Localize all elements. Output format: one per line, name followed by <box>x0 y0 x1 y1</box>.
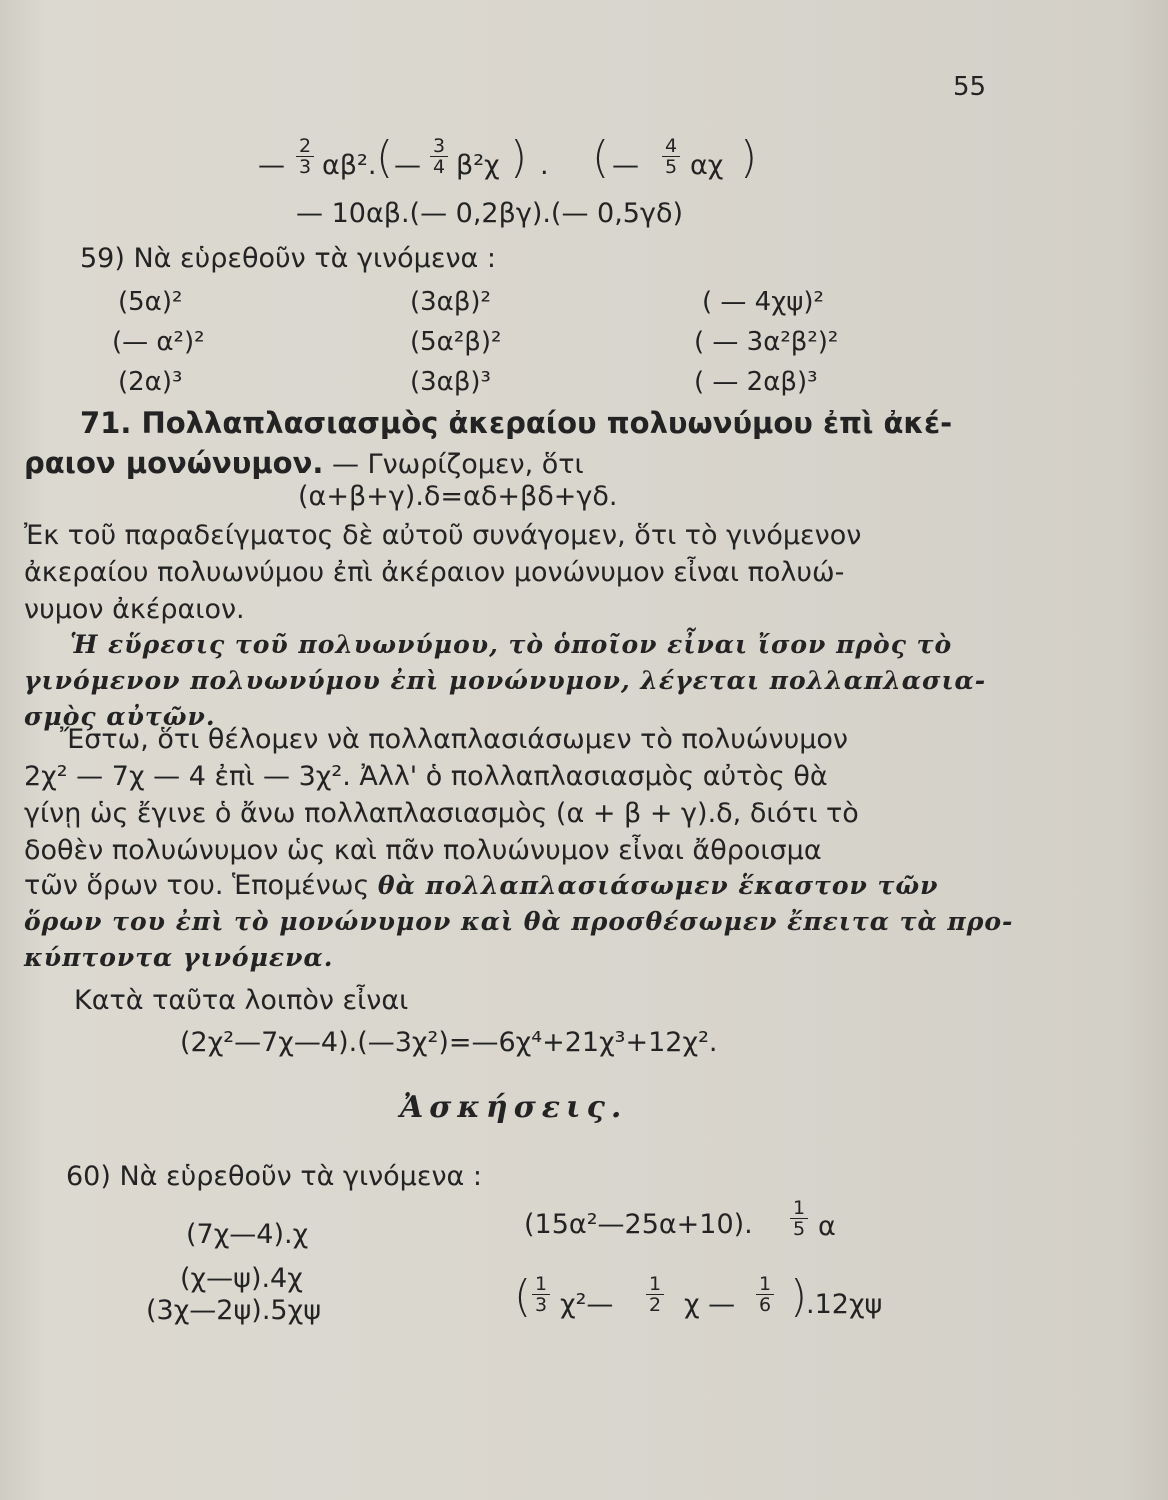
paren-close: ) <box>790 1271 808 1322</box>
paragraph-line: ἀκεραίου πολυωνύμου ἐπὶ ἀκέραιον μονώνυμον εἶναι πολυώ- <box>24 557 845 588</box>
ex59-item: (2α)³ <box>118 367 183 397</box>
section-71-heading-cont: ραιον μονώνυμον. <box>24 446 324 480</box>
ex59-item: ( — 3α²β²)² <box>694 327 839 357</box>
paragraph-emphasis: θὰ πολλαπλασιάσωμεν ἕκαστον τῶν <box>377 871 939 900</box>
ex60-item: (7χ—4).χ <box>186 1219 309 1250</box>
section-71-heading: 71. Πολλαπλασιασμὸς ἀκεραίου πολυωνύμου ἐπὶ ἀκέ- <box>80 406 953 440</box>
paragraph-line: Κατὰ ταῦτα λοιπὸν εἶναι <box>74 985 409 1016</box>
exercise-59-heading: 59) Νὰ εὑρεθοῦν τὰ γινόμενα : <box>80 243 497 274</box>
paragraph-line: Ἐκ τοῦ παραδείγματος δὲ αὐτοῦ συνάγομεν, ὅτι τὸ γινόμενον <box>24 520 862 551</box>
term: .12χψ <box>806 1289 883 1320</box>
fraction: $\frac{1}{6}$ <box>756 1274 774 1315</box>
minus-sign: — <box>394 150 421 181</box>
ex60-item: (15α²—25α+10). <box>524 1209 753 1240</box>
ex59-item: (3αβ)³ <box>410 367 491 397</box>
section-71-intro: — Γνωρίζομεν, ὅτι <box>331 449 584 480</box>
definition-line: γινόμενον πολυωνύμου ἐπὶ μονώνυμον, λέγεται πολλαπλασια- <box>24 666 987 695</box>
paragraph-line: νυμον ἀκέραιον. <box>24 594 245 625</box>
paren-open: ( <box>514 1271 532 1322</box>
formula-line-2: — 10αβ.(— 0,2βγ).(— 0,5γδ) <box>296 198 684 229</box>
minus-sign: — <box>258 150 285 181</box>
fraction: $\frac{1}{5}$ <box>790 1198 808 1239</box>
fraction: $\frac{1}{3}$ <box>532 1274 550 1315</box>
fraction: $\frac{4}{5}$ <box>662 136 680 177</box>
paren-open: ( <box>592 132 610 183</box>
paren-open: ( <box>376 132 394 183</box>
result-formula: (2χ²—7χ—4).(—3χ²)=—6χ⁴+21χ³+12χ². <box>180 1027 718 1058</box>
minus-sign: — <box>612 150 639 181</box>
definition-line: Ἡ εὕρεσις τοῦ πολυωνύμου, τὸ ὁποῖον εἶναι ἴσον πρὸς τὸ <box>70 630 953 659</box>
ex59-item: (3αβ)² <box>410 287 491 317</box>
ex60-item: (χ—ψ).4χ <box>180 1263 303 1294</box>
ex59-item: ( — 2αβ)³ <box>694 367 818 397</box>
paragraph-text: τῶν ὅρων του. Ἑπομένως <box>24 870 370 901</box>
paren-close: ) <box>740 132 758 183</box>
paragraph-line: γίνῃ ὡς ἔγινε ὁ ἄνω πολλαπλασιασμὸς (α + β + γ).δ, διότι τὸ <box>24 798 859 829</box>
exercises-title: Ἀσκήσεις. <box>400 1090 628 1125</box>
term: αχ <box>690 150 724 181</box>
paragraph-line: Ἔστω, ὅτι θέλομεν νὰ πολλαπλασιάσωμεν τὸ πολυώνυμον <box>60 724 848 755</box>
term: χ²— <box>560 1289 614 1320</box>
paren-close: ) <box>510 132 528 183</box>
term: χ — <box>684 1289 736 1320</box>
identity-formula: (α+β+γ).δ=αδ+βδ+γδ. <box>298 481 618 512</box>
fraction: $\frac{1}{2}$ <box>646 1274 664 1315</box>
ex59-item: ( — 4χψ)² <box>702 287 824 317</box>
ex60-item: (3χ—2ψ).5χψ <box>146 1295 321 1326</box>
dot: . <box>540 150 549 181</box>
fraction: $\frac{2}{3}$ <box>296 136 314 177</box>
term: β²χ <box>456 150 500 181</box>
exercise-60-heading: 60) Νὰ εὑρεθοῦν τὰ γινόμενα : <box>66 1161 483 1192</box>
ex59-item: (5α²β)² <box>410 327 502 357</box>
fraction: $\frac{3}{4}$ <box>430 136 448 177</box>
term: α <box>818 1211 836 1242</box>
paragraph-line: 2χ² — 7χ — 4 ἐπὶ — 3χ². Ἀλλ' ὁ πολλαπλασιασμὸς αὐτὸς θὰ <box>24 761 828 792</box>
term: αβ². <box>322 150 377 181</box>
paragraph-emphasis: ὅρων του ἐπὶ τὸ μονώνυμον καὶ θὰ προσθέσωμεν ἔπειτα τὰ προ- <box>24 907 1014 936</box>
ex59-item: (5α)² <box>118 287 183 317</box>
definition-line: σμὸς αὐτῶν. <box>24 702 216 731</box>
paragraph-emphasis: κύπτοντα γινόμενα. <box>24 943 334 972</box>
page-number: 55 <box>953 72 987 102</box>
ex59-item: (— α²)² <box>112 327 205 357</box>
paragraph-line: δοθὲν πολυώνυμον ὡς καὶ πᾶν πολυώνυμον εἶναι ἄθροισμα <box>24 835 822 866</box>
